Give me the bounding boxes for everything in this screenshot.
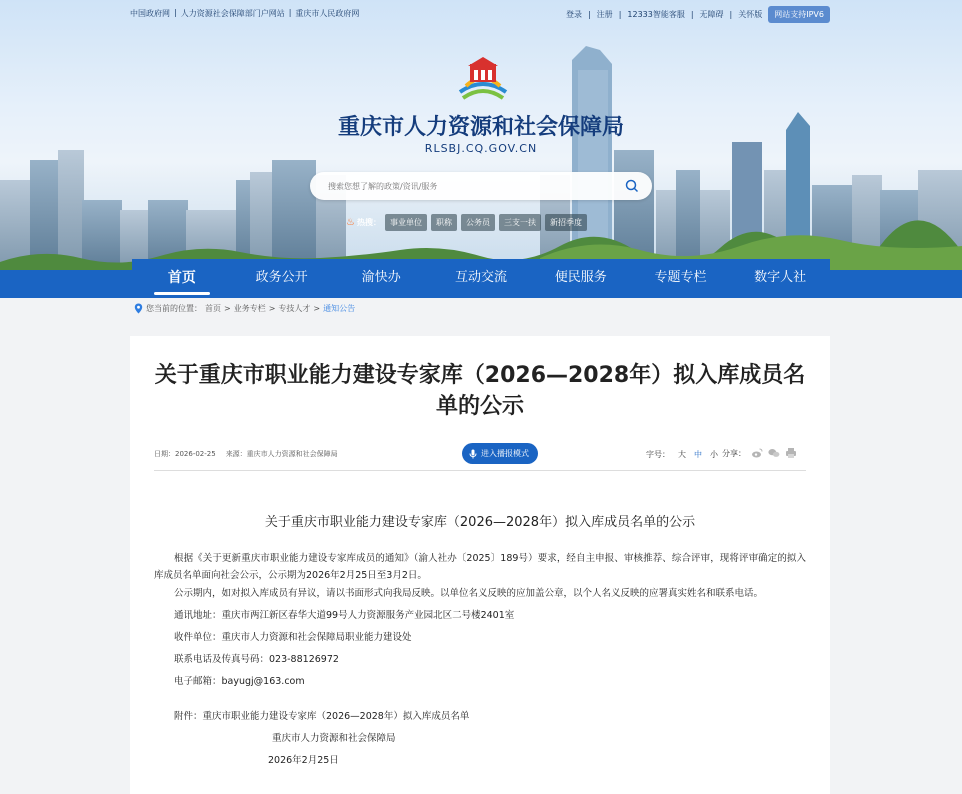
nav-item-yukuaiban[interactable]: 渝快办 bbox=[361, 270, 401, 285]
separator: | bbox=[729, 10, 733, 19]
hot-tag[interactable]: 职称 bbox=[431, 214, 457, 231]
elder-mode-link[interactable]: 关怀版 bbox=[738, 10, 763, 19]
content-subtitle: 关于重庆市职业能力建设专家库（2026—2028年）拟入库成员名单的公示 bbox=[264, 515, 696, 530]
listen-mode-label: 进入播报模式 bbox=[481, 449, 529, 458]
paragraph: 公示期内，如对拟入库成员有异议，请以书面形式向我局反映。以单位名义反映的应加盖公章，以个人名义反映的应署真实姓名和联系电话。 bbox=[174, 588, 764, 599]
font-size-large[interactable]: 大 bbox=[678, 450, 686, 459]
nav-item-digital[interactable]: 数字人社 bbox=[754, 270, 807, 285]
site-url: RLSBJ.CQ.GOV.CN bbox=[424, 142, 538, 155]
phone-line: 联系电话及传真号码：023-88126972 bbox=[174, 654, 339, 665]
font-size-label: 字号： bbox=[646, 450, 670, 459]
breadcrumb-talent[interactable]: 专技人才 bbox=[278, 304, 311, 313]
article-source: 来源：重庆市人力资源和社会保障局 bbox=[225, 450, 338, 458]
font-size-medium[interactable]: 中 bbox=[694, 450, 702, 459]
separator: | bbox=[618, 10, 622, 19]
breadcrumb-prefix: 您当前的位置： bbox=[146, 304, 202, 313]
nav-item-services[interactable]: 便民服务 bbox=[554, 270, 607, 285]
smart-service-link[interactable]: 12333智能客服 bbox=[627, 10, 685, 19]
breadcrumb bbox=[134, 303, 355, 314]
breadcrumb-home[interactable]: 首页 bbox=[205, 304, 221, 313]
print-icon[interactable] bbox=[785, 447, 797, 459]
login-link[interactable]: 登录 bbox=[565, 10, 582, 19]
nav-item-interaction[interactable]: 互动交流 bbox=[455, 270, 508, 285]
top-utility-bar bbox=[130, 8, 830, 22]
header-banner bbox=[0, 0, 962, 270]
signature-date: 2026年2月25日 bbox=[268, 755, 339, 766]
ipv6-badge: 网站支持IPV6 bbox=[768, 6, 830, 23]
register-link[interactable]: 注册 bbox=[596, 10, 613, 19]
hot-search-bar bbox=[346, 214, 587, 230]
font-size-small[interactable]: 小 bbox=[710, 450, 718, 459]
receiver-line: 收件单位：重庆市人力资源和社会保障局职业能力建设处 bbox=[174, 632, 412, 643]
site-logo-icon bbox=[454, 56, 512, 106]
site-title: 重庆市人力资源和社会保障局 bbox=[337, 114, 624, 140]
nav-item-home[interactable]: 首页 bbox=[132, 259, 232, 297]
article-meta bbox=[154, 449, 338, 459]
article-date: 日期：2026-02-25 bbox=[154, 450, 216, 458]
attachment-link[interactable]: 附件：重庆市职业能力建设专家库（2026—2028年）拟入库成员名单 bbox=[174, 711, 470, 722]
microphone-icon bbox=[469, 449, 477, 459]
nav-item-gov-affairs[interactable]: 政务公开 bbox=[255, 270, 308, 285]
email-line: 电子邮箱：bayugj@163.com bbox=[174, 676, 305, 687]
share-bar bbox=[722, 447, 797, 459]
article-panel bbox=[130, 336, 830, 794]
spacer bbox=[154, 690, 806, 703]
nav-item-topics[interactable]: 专题专栏 bbox=[654, 270, 707, 285]
hot-search-label: ♨ 热搜： bbox=[346, 216, 381, 228]
address-line: 通讯地址：重庆市两江新区春华大道99号人力资源服务产业园北区二号楼2401室 bbox=[174, 610, 515, 621]
article-title: 关于重庆市职业能力建设专家库（2026—2028年）拟入库成员名单的公示 bbox=[154, 363, 806, 419]
separator: | bbox=[587, 10, 591, 19]
breadcrumb-separator: > bbox=[313, 304, 321, 313]
breadcrumb-business[interactable]: 业务专栏 bbox=[233, 304, 266, 313]
listen-mode-button[interactable] bbox=[462, 443, 538, 464]
font-size-control bbox=[646, 449, 718, 460]
signature-org: 重庆市人力资源和社会保障局 bbox=[272, 733, 396, 744]
article-body bbox=[154, 550, 806, 769]
main-nav bbox=[132, 259, 830, 297]
hot-tag[interactable]: 事业单位 bbox=[385, 214, 427, 231]
link-cq-gov[interactable]: 重庆市人民政府网 bbox=[295, 9, 360, 18]
search-input[interactable] bbox=[328, 178, 618, 194]
meta-divider bbox=[154, 470, 806, 471]
location-pin-icon bbox=[134, 303, 143, 314]
separator: | bbox=[288, 8, 292, 17]
separator: | bbox=[174, 8, 177, 17]
fire-icon: ♨ bbox=[346, 216, 355, 228]
share-label: 分享： bbox=[722, 448, 746, 458]
wechat-icon[interactable] bbox=[768, 447, 780, 459]
accessibility-link[interactable]: 无障碍 bbox=[699, 10, 724, 19]
search-box bbox=[310, 172, 652, 200]
search-icon[interactable] bbox=[624, 178, 640, 194]
hot-tag[interactable]: 三支一扶 bbox=[499, 214, 541, 231]
breadcrumb-separator: > bbox=[268, 304, 276, 313]
hot-tag[interactable]: 新招季度 bbox=[545, 214, 587, 231]
weibo-icon[interactable] bbox=[751, 447, 763, 459]
link-mohrss[interactable]: 人力资源社会保障部门户网站 bbox=[180, 9, 285, 18]
hot-tag[interactable]: 公务员 bbox=[461, 214, 495, 231]
breadcrumb-current[interactable]: 通知公告 bbox=[323, 304, 356, 313]
separator: | bbox=[690, 10, 694, 19]
breadcrumb-separator: > bbox=[224, 304, 231, 313]
paragraph: 根据《关于更新重庆市职业能力建设专家库成员的通知》（渝人社办〔2025〕189号）要求，经自主申报、审核推荐、综合评审，现将评审确定的拟入库成员名单面向社会公示，公示期为2026年2月25日至3月2日。 bbox=[154, 553, 806, 581]
link-gov-cn[interactable]: 中国政府网 bbox=[130, 9, 170, 18]
